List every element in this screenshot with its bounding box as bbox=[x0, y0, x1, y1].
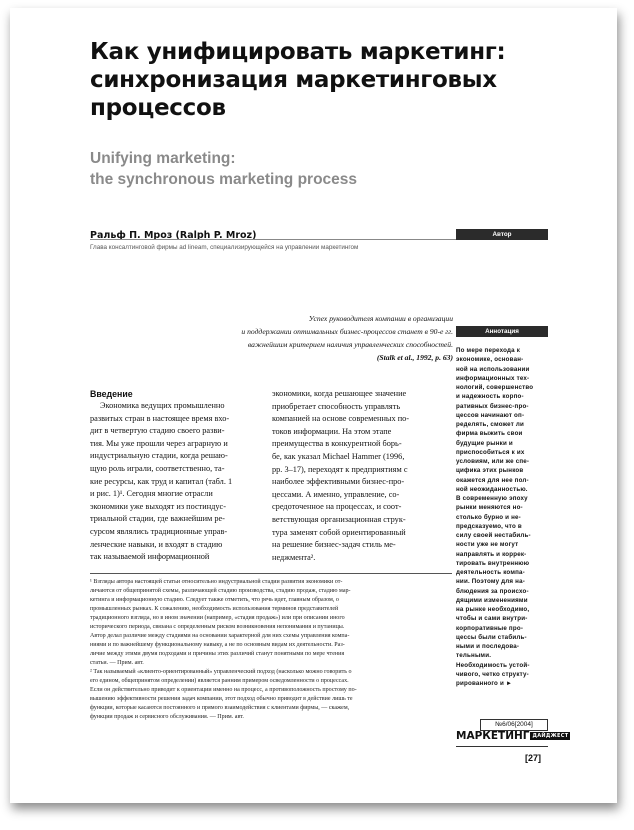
author-description: Глава консалтинговой фирмы ad lineam, специализирующейся на управлении маркетингом bbox=[90, 244, 359, 251]
annotation-line: ности уже не могут bbox=[456, 541, 519, 549]
footnote-line: Если он действительно приводит к ориентации именно на процесс, а противоположность простому по- bbox=[90, 687, 357, 693]
journal-logo bbox=[456, 730, 570, 742]
footnote-line: ² Так называемый «клиенто-ориентированный» управленческий подход (насколько можно говорить о bbox=[90, 669, 352, 675]
body-line: так называемой информационной bbox=[90, 552, 210, 562]
annotation-line: тировать внутреннюю bbox=[456, 559, 530, 567]
epigraph bbox=[190, 312, 453, 364]
annotation-line: По мере перехода к bbox=[456, 347, 520, 354]
body-line: токов информации. На этом этапе bbox=[272, 426, 392, 436]
annotation-line: силу своей нестабиль- bbox=[456, 532, 531, 539]
annotation-line: деятельность компа- bbox=[456, 569, 525, 576]
annotation-line: ративных бизнес-про- bbox=[456, 402, 529, 410]
body-line: pp. 3–17), переходят к предприятиям с bbox=[272, 464, 408, 474]
annotation-line: столько бурно и не- bbox=[456, 513, 521, 521]
body-line: щую роль играли, соответственно, та- bbox=[90, 463, 225, 473]
logo-main: МАРКЕТИНГ bbox=[456, 730, 530, 742]
body-line: бе, как указал Michael Hammer (1996, bbox=[272, 451, 405, 461]
body-line: экономики уже выходят из постиндус- bbox=[90, 501, 226, 511]
body-line: на решение бизнес-задач стиль ме- bbox=[272, 540, 396, 550]
annotation-line: нологий, совершенство bbox=[456, 384, 534, 391]
title-line: синхронизация маркетинговых bbox=[90, 67, 497, 93]
annotation-line: на рынке необходимо, bbox=[456, 606, 530, 613]
body-column-right bbox=[272, 388, 409, 564]
footnote-line: его едином, общепринятом определении) является ранним примером осведомленности о процессах. bbox=[90, 678, 349, 684]
section-heading: Введение bbox=[90, 389, 133, 399]
annotation-line: экономике, основан- bbox=[456, 356, 524, 364]
footnote-line: функции продаж и сервисного обслуживания. — Прим. авт. bbox=[90, 714, 244, 720]
annotation-line: тельными. bbox=[456, 652, 492, 660]
article-title bbox=[90, 38, 560, 122]
annotation-line: корпоративные про- bbox=[456, 624, 524, 632]
epigraph-source: (Stalk et al., 1992, p. 63) bbox=[376, 353, 453, 362]
annotation-line: фирма выжить свои bbox=[456, 430, 523, 438]
body-line: тия. Мы уже прошли через аграрную и bbox=[90, 438, 228, 448]
footnote-line: ниями и по важнейшему функциональному навыку, а не по основным видам их деятельности. Раз- bbox=[90, 642, 345, 648]
annotation-line: предсказуемо, что в bbox=[456, 522, 522, 530]
annotation-line: ной на использовании bbox=[456, 365, 530, 373]
body-line: и рис. 1)¹. Сегодня многие отрасли bbox=[90, 489, 213, 499]
body-line: кие ресурсы, как труд и капитал (табл. 1 bbox=[90, 476, 233, 486]
footnote-line: промышленных рынках. К сожалению, необходимость использования терминов представителей bbox=[90, 606, 339, 612]
annotation-line: направлять и коррек- bbox=[456, 550, 527, 558]
subtitle-line: the synchronous marketing process bbox=[90, 171, 358, 188]
epigraph-line: и поддержании оптимальных бизнес-процессов станет в 90-е гг. bbox=[241, 327, 453, 336]
annotation-line: рынки меняются но- bbox=[456, 504, 523, 512]
annotation-line: ной неожиданностью. bbox=[456, 485, 528, 493]
annotation-line: дящими изменениями bbox=[456, 596, 528, 604]
footnote-line: вышению эффективности решения задач компании, этот подход обычно приводит в действие лишь те bbox=[90, 696, 353, 702]
annotation-line: цифика этих рынков bbox=[456, 467, 524, 475]
body-line: неджмента². bbox=[272, 552, 316, 562]
body-line: индустриальную стадии, когда решаю- bbox=[90, 451, 228, 461]
body-line: сурсом являлись традиционные управ- bbox=[90, 526, 228, 536]
annotation-line: чтобы и сами внутри- bbox=[456, 615, 528, 623]
body-line: дит в четвертую стадию своего разви- bbox=[90, 426, 225, 436]
body-line: ленческие навыки, и входят в стадию bbox=[90, 539, 223, 549]
annotation-line: рированного и ► bbox=[456, 680, 513, 687]
body-line: тура заменят собой ориентированный bbox=[272, 527, 406, 537]
body-line: развитых стран в настоящее время вхо- bbox=[90, 413, 230, 423]
annotation-line: окажется для нее пол- bbox=[456, 476, 529, 484]
author-divider bbox=[90, 239, 462, 240]
body-line: компанией на основе современных по- bbox=[272, 414, 410, 424]
issue-number: №6/06[2004] bbox=[480, 719, 548, 731]
footnote-line: традиционного взгляда, но в ином значении (например, «стадия продаж») или при описании иного bbox=[90, 615, 345, 621]
body-line: наиболее эффективными бизнес-про- bbox=[272, 477, 405, 487]
annotation-line: и надежность корпо- bbox=[456, 393, 524, 401]
footnote-line: ¹ Взгляды автора настоящей статьи относительно индустриальной стадии развития экономики от- bbox=[90, 579, 343, 585]
journal-page bbox=[10, 8, 617, 803]
annotation-line: цессы были стабиль- bbox=[456, 633, 527, 641]
annotation-line: приспособиться к их bbox=[456, 448, 525, 456]
title-line: Как унифицировать маркетинг: bbox=[90, 39, 506, 65]
subtitle-line: Unifying marketing: bbox=[90, 150, 236, 167]
body-line: преимущества в конкурентной борь- bbox=[272, 439, 402, 449]
annotation-line: В современную эпоху bbox=[456, 495, 528, 502]
body-line: триальной стадии, где важнейшим ре- bbox=[90, 514, 225, 524]
page-number: [27] bbox=[525, 753, 542, 763]
annotation-line: Необходимость устой- bbox=[456, 661, 530, 669]
body-line: цессами. А именно, управление, со- bbox=[272, 489, 400, 499]
annotation-text bbox=[456, 346, 533, 688]
footnote-divider bbox=[90, 573, 452, 574]
body-line: приобретает способность управлять bbox=[272, 401, 401, 411]
logo-divider bbox=[456, 746, 548, 747]
annotation-line: будущие рынки и bbox=[456, 439, 513, 447]
annotation-line: информационных тех- bbox=[456, 374, 530, 382]
annotation-line: блюдения за происхо- bbox=[456, 587, 529, 595]
footnote-line: кетинга и информационную стадию. Следует также отметить, что речь идет, главным образом, о bbox=[90, 597, 339, 603]
footnotes bbox=[90, 578, 357, 722]
annotation-line: цессов начинают оп- bbox=[456, 411, 525, 419]
body-line: ветствующая организационная струк- bbox=[272, 514, 406, 524]
annotation-line: ределять, сможет ли bbox=[456, 421, 524, 428]
annotation-line: чивого, четко структу- bbox=[456, 670, 529, 678]
footnote-line: личие между этими двумя подходами и причины этих различий станут понятными по мере чтения bbox=[90, 651, 345, 657]
author-name: Ральф П. Мроз (Ralph P. Mroz) bbox=[90, 230, 257, 241]
annotation-line: нии. Поэтому для на- bbox=[456, 578, 525, 586]
annotation-tag: Аннотация bbox=[456, 326, 548, 337]
body-line: экономики, когда решающее значение bbox=[272, 389, 407, 398]
annotation-line: условиям, или же спе- bbox=[456, 458, 530, 465]
author-tag: Автор bbox=[456, 229, 548, 240]
body-line: Экономика ведущих промышленно bbox=[100, 401, 225, 410]
epigraph-line: важнейшим критерием наличия управленческих способностей. bbox=[247, 340, 453, 349]
footnote-line: функции, которые касаются постоянного и прямого взаимодействия с клиентами фирмы, — скажем, bbox=[90, 705, 350, 711]
annotation-line: ными и последова- bbox=[456, 643, 520, 650]
footnote-line: статьи. — Прим. авт. bbox=[90, 660, 144, 666]
epigraph-line: Успех руководителя компании в организации bbox=[308, 314, 453, 323]
footnote-line: исторического периода, связана с определенным риском возникновения непонимания и путаницы. bbox=[90, 624, 345, 630]
body-column-left bbox=[90, 400, 232, 564]
footnote-line: Автор делал различие между стадиями на основании характерной для них схемы управления компа- bbox=[90, 633, 350, 639]
logo-tag: ДАЙДЖЕСТ bbox=[532, 733, 569, 739]
article-subtitle bbox=[90, 148, 560, 190]
title-line: процессов bbox=[90, 95, 226, 121]
footnote-line: личаются от общепринятой схемы, различающей стадию производства, стадию продаж, стадию мар- bbox=[90, 588, 351, 594]
body-line: средоточенное на процессах, и соот- bbox=[272, 502, 402, 512]
